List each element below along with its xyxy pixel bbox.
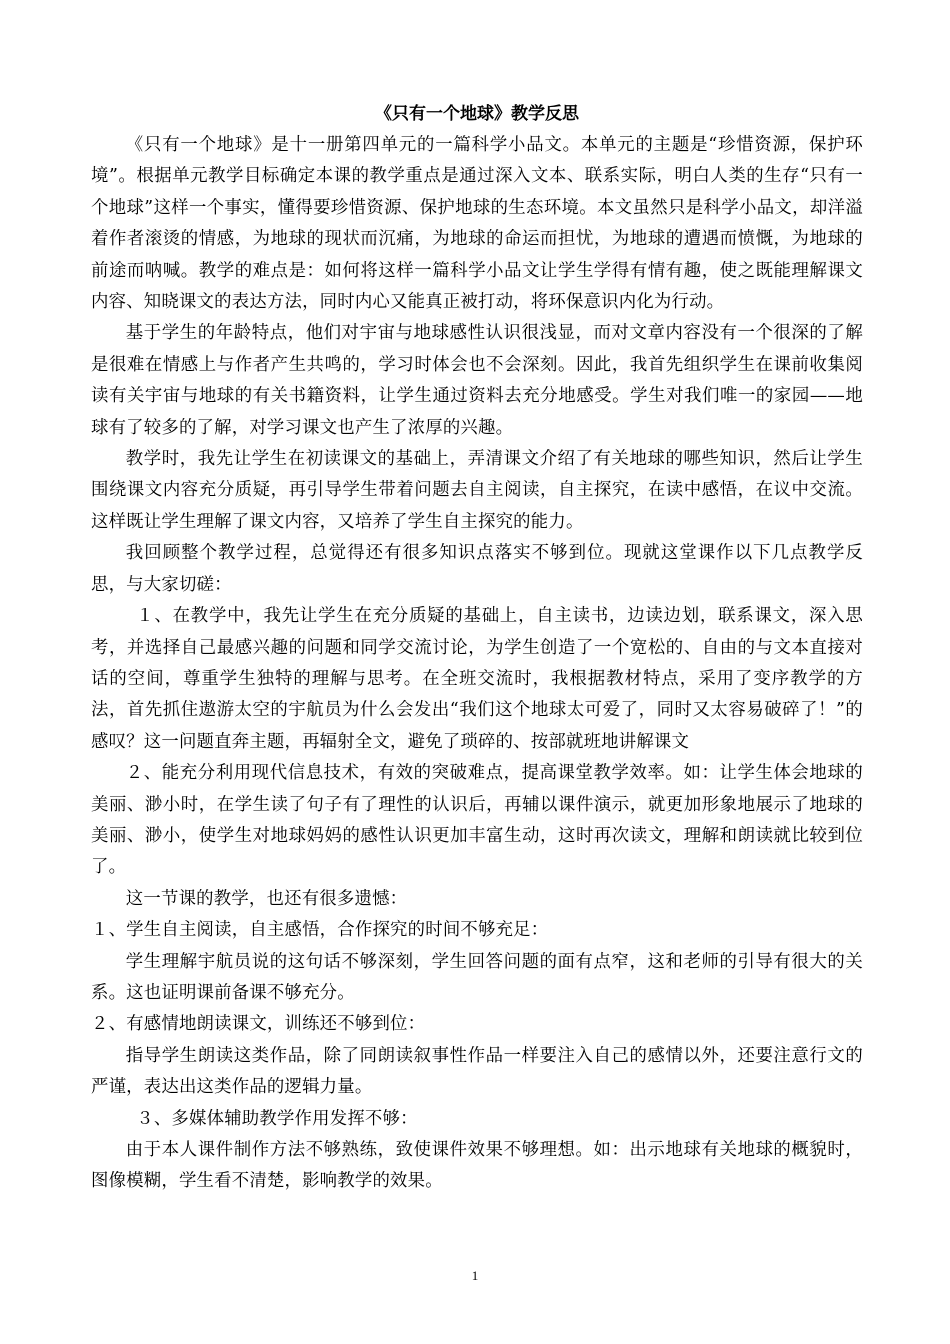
regret-heading-2: ２、有感情地朗读课文，训练还不够到位：: [91, 1014, 426, 1035]
paragraph-regrets-intro: 这一节课的教学，也还有很多遗憾：: [125, 888, 408, 909]
document-page: [91, 98, 863, 1198]
paragraph-review: 我回顾整个教学过程，总觉得还有很多知识点落实不够到位。现就这堂课作以下几点教学反思，与大家切磋：: [91, 543, 863, 595]
document-title: 《只有一个地球》教学反思: [375, 104, 579, 124]
paragraph-student-characteristics: 基于学生的年龄特点，他们对宇宙与地球感性认识很浅显，而对文章内容没有一个很深的了解是很难在情感上与作者产生共鸣的，学习时体会也不会深刻。因此，我首先组织学生在课前收集阅读有关宇宙与地球的有关书籍资料，让学生通过资料去充分地感受。学生对我们唯一的家园——地球有了较多的了解，对学习课文也产生了浓厚的兴趣。: [91, 323, 863, 438]
paragraph-point-2: ２、能充分利用现代信息技术，有效的突破难点，提高课堂教学效率。如：让学生体会地球的美丽、渺小时，在学生读了句子有了理性的认识后，再辅以课件演示，就更加形象地展示了地球的美丽、渺小，使学生对地球妈妈的感性认识更加丰富生动，这时再次读文，理解和朗读就比较到位了。: [91, 763, 863, 878]
regret-heading-1: １、学生自主阅读，自主感悟，合作探究的时间不够充足：: [91, 920, 549, 941]
page-number: 1: [471, 1268, 479, 1283]
paragraph-teaching-process: 教学时，我先让学生在初读课文的基础上，弄清课文介绍了有关地球的哪些知识，然后让学生围绕课文内容充分质疑，再引导学生带着问题去自主阅读，自主探究，在读中感悟，在议中交流。这样既让学生理解了课文内容，又培养了学生自主探究的能力。: [91, 449, 863, 532]
paragraph-point-1: １、在教学中，我先让学生在充分质疑的基础上，自主读书，边读边划，联系课文，深入思考，并选择自己最感兴趣的问题和同学交流讨论，为学生创造了一个宽松的、自由的与文本直接对话的空间，尊重学生独特的理解与思考。在全班交流时，我根据教材特点，采用了变序教学的方法，首先抓住遨游太空的宇航员为什么会发出“我们这个地球太可爱了，同时又太容易破碎了！”的感叹？这一问题直奔主题，再辐射全文，避免了琐碎的、按部就班地讲解课文: [91, 606, 863, 752]
paragraph-intro: 《只有一个地球》是十一册第四单元的一篇科学小品文。本单元的主题是“珍惜资源，保护环境”。根据单元教学目标确定本课的教学重点是通过深入文本、联系实际，明白人类的生存“只有一个地球”这样一个事实，懂得要珍惜资源、保护地球的生态环境。本文虽然只是科学小品文，却洋溢着作者滚烫的情感，为地球的现状而沉痛，为地球的命运而担忧，为地球的遭遇而愤慨，为地球的前途而呐喊。教学的难点是：如何将这样一篇科学小品文让学生学得有情有趣，使之既能理解课文内容、知晓课文的表达方法，同时内心又能真正被打动，将环保意识内化为行动。: [91, 135, 863, 313]
regret-body-3: 由于本人课件制作方法不够熟练，致使课件效果不够理想。如：出示地球有关地球的概貌时，图像模糊，学生看不清楚，影响教学的效果。: [91, 1140, 863, 1192]
regret-heading-3: ３、多媒体辅助教学作用发挥不够：: [136, 1108, 418, 1129]
regret-body-1: 学生理解宇航员说的这句话不够深刻，学生回答问题的面有点窄，这和老师的引导有很大的关系。这也证明课前备课不够充分。: [91, 951, 863, 1003]
regret-body-2: 指导学生朗读这类作品，除了同朗读叙事性作品一样要注入自己的感情以外，还要注意行文的严谨，表达出这类作品的逻辑力量。: [91, 1045, 863, 1098]
